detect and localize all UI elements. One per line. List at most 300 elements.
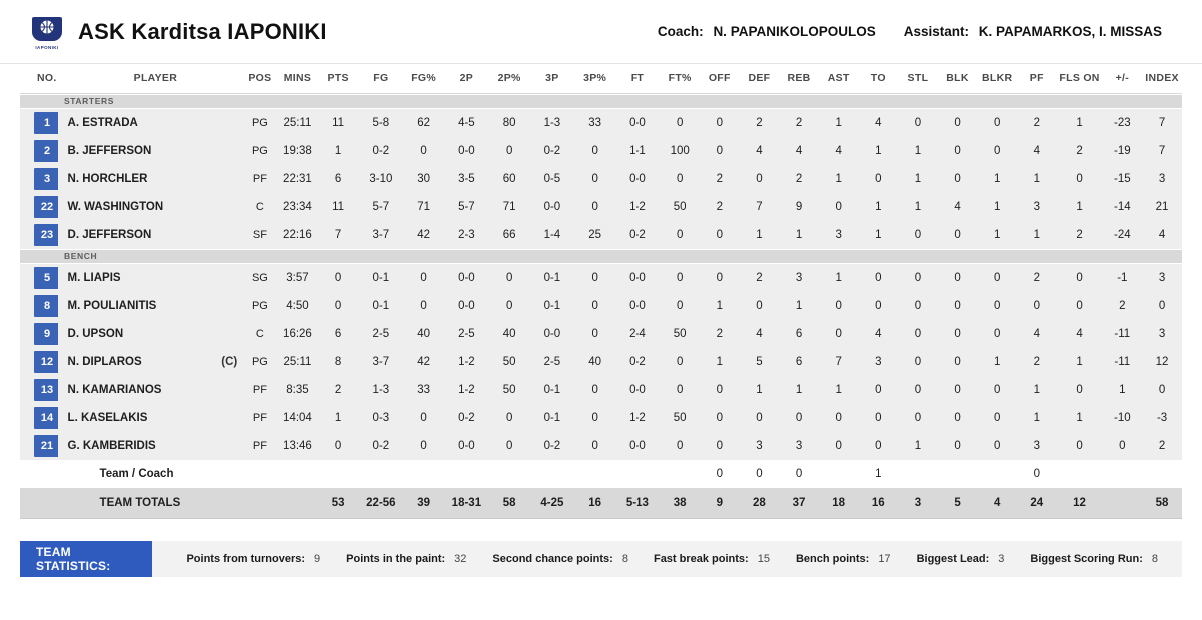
- stat-off: 2: [700, 320, 740, 348]
- stat-ft: 0-0: [614, 432, 660, 460]
- stat-p3p: 0: [575, 137, 615, 165]
- th-2p[interactable]: 2P: [443, 64, 489, 94]
- stat-flson: 1: [1057, 109, 1103, 137]
- section-label: STARTERS: [64, 96, 114, 107]
- stat-ftp: 50: [660, 320, 700, 348]
- player-minutes: 19:38: [277, 137, 319, 165]
- th-ftpct[interactable]: FT%: [660, 64, 700, 94]
- th-plusminus[interactable]: +/-: [1103, 64, 1143, 94]
- team-stat-value: 3: [998, 552, 1005, 565]
- stat-p3: 0-0: [529, 320, 575, 348]
- stat-p2: 0-0: [443, 264, 489, 292]
- team-stat-key: Biggest Lead:: [916, 552, 990, 565]
- th-no[interactable]: NO.: [20, 64, 58, 94]
- stat-off: 0: [700, 432, 740, 460]
- player-minutes: 3:57: [277, 264, 319, 292]
- stat-pm: -11: [1103, 320, 1143, 348]
- player-name[interactable]: W. WASHINGTON: [58, 193, 244, 221]
- page-title: ASK Karditsa IAPONIKI: [78, 18, 327, 44]
- stat-index: 3: [1142, 264, 1182, 292]
- table-row[interactable]: [20, 292, 1182, 320]
- th-fgpct[interactable]: FG%: [404, 64, 444, 94]
- stat-fg: 3-7: [358, 221, 404, 249]
- player-minutes: 22:16: [277, 221, 319, 249]
- stat-to: 0: [858, 376, 898, 404]
- player-name[interactable]: B. JEFFERSON: [58, 137, 244, 165]
- table-row[interactable]: [20, 109, 1182, 137]
- stat-ftp: 0: [660, 165, 700, 193]
- team-coach-pts: [318, 460, 358, 488]
- table-section-row: [20, 249, 1182, 264]
- jersey-number: 2: [20, 137, 58, 165]
- stat-off: 0: [700, 109, 740, 137]
- th-stl[interactable]: STL: [898, 64, 938, 94]
- team-coach-blk: [938, 460, 978, 488]
- stat-reb: 9: [779, 193, 819, 221]
- team-coach-row: [20, 460, 1182, 488]
- table-row[interactable]: [20, 264, 1182, 292]
- player-name[interactable]: D. JEFFERSON: [58, 221, 244, 249]
- stat-ft: 1-2: [614, 193, 660, 221]
- player-minutes: 25:11: [277, 348, 319, 376]
- player-position: PG: [243, 292, 276, 320]
- player-minutes: 25:11: [277, 109, 319, 137]
- stat-stl: 1: [898, 165, 938, 193]
- stat-p3: 1-4: [529, 221, 575, 249]
- stat-fgp: 0: [404, 264, 444, 292]
- th-off[interactable]: OFF: [700, 64, 740, 94]
- team-coach-ftp: [660, 460, 700, 488]
- jersey-number: 12: [20, 348, 58, 376]
- stat-p2: 0-0: [443, 137, 489, 165]
- stat-p2p: 66: [489, 221, 529, 249]
- stat-p2p: 50: [489, 376, 529, 404]
- stat-ftp: 0: [660, 109, 700, 137]
- totals-ast: 18: [819, 488, 859, 518]
- section-bar: [20, 250, 1182, 263]
- totals-pts: 53: [318, 488, 358, 518]
- stat-p2p: 50: [489, 348, 529, 376]
- stat-pm: -10: [1103, 404, 1143, 432]
- th-3p[interactable]: 3P: [529, 64, 575, 94]
- player-name[interactable]: N. KAMARIANOS: [58, 376, 244, 404]
- th-flson[interactable]: FLS ON: [1057, 64, 1103, 94]
- stat-p3: 0-2: [529, 432, 575, 460]
- stat-off: 0: [700, 264, 740, 292]
- totals-index: 58: [1142, 488, 1182, 518]
- totals-def: 28: [740, 488, 780, 518]
- stat-p3p: 0: [575, 320, 615, 348]
- stat-pts: 6: [318, 165, 358, 193]
- stat-pf: 2: [1017, 264, 1057, 292]
- stat-to: 0: [858, 292, 898, 320]
- player-position: C: [243, 193, 276, 221]
- stat-def: 7: [740, 193, 780, 221]
- stat-def: 2: [740, 264, 780, 292]
- section-label: BENCH: [64, 251, 98, 261]
- stat-flson: 2: [1057, 221, 1103, 249]
- team-stat-value: 8: [621, 552, 628, 565]
- team-coach-def: 0: [740, 460, 780, 488]
- stat-index: 12: [1142, 348, 1182, 376]
- stat-pts: 0: [318, 432, 358, 460]
- stat-p2p: 71: [489, 193, 529, 221]
- team-statistics-title: TEAM STATISTICS:: [20, 541, 152, 577]
- totals-blk: 5: [938, 488, 978, 518]
- stat-pts: 0: [318, 292, 358, 320]
- team-stat-value: 17: [878, 552, 891, 565]
- table-row[interactable]: [20, 165, 1182, 193]
- team-stat-item: [346, 553, 466, 565]
- th-ast[interactable]: AST: [819, 64, 859, 94]
- team-stat-value: 9: [314, 552, 321, 565]
- stat-p3: 2-5: [529, 348, 575, 376]
- table-section-row: [20, 94, 1182, 109]
- table-body: [20, 94, 1182, 518]
- stat-p3p: 25: [575, 221, 615, 249]
- stat-off: 2: [700, 193, 740, 221]
- stat-ast: 0: [819, 320, 859, 348]
- stat-pts: 11: [318, 109, 358, 137]
- team-stat-value: 15: [757, 552, 770, 565]
- player-name[interactable]: M. POULIANITIS: [58, 292, 244, 320]
- stat-blkr: 1: [977, 221, 1017, 249]
- stat-reb: 1: [779, 376, 819, 404]
- stat-stl: 0: [898, 109, 938, 137]
- totals-p2: 18-31: [443, 488, 489, 518]
- table-row[interactable]: [20, 432, 1182, 460]
- totals-ft: 5-13: [614, 488, 660, 518]
- stat-ast: 0: [819, 404, 859, 432]
- stat-def: 4: [740, 320, 780, 348]
- team-stat-item: [917, 553, 1005, 565]
- stat-ast: 7: [819, 348, 859, 376]
- stat-flson: 0: [1057, 292, 1103, 320]
- stat-blk: 0: [938, 320, 978, 348]
- stat-p2: 3-5: [443, 165, 489, 193]
- staff-info: [658, 24, 1162, 39]
- stat-fgp: 0: [404, 432, 444, 460]
- player-name[interactable]: N. HORCHLER: [58, 165, 244, 193]
- stat-p3p: 0: [575, 404, 615, 432]
- stat-p3: 0-2: [529, 137, 575, 165]
- stat-index: 0: [1142, 292, 1182, 320]
- stat-pts: 6: [318, 320, 358, 348]
- team-coach-no: [20, 460, 58, 488]
- stat-off: 1: [700, 292, 740, 320]
- stat-def: 0: [740, 404, 780, 432]
- stat-off: 0: [700, 137, 740, 165]
- th-fg[interactable]: FG: [358, 64, 404, 94]
- stat-ast: 3: [819, 221, 859, 249]
- stat-pm: -1: [1103, 264, 1143, 292]
- stat-stl: 1: [898, 432, 938, 460]
- team-coach-p3: [529, 460, 575, 488]
- team-stat-key: Points from turnovers:: [186, 552, 306, 565]
- team-identity: [30, 13, 327, 51]
- stat-pf: 1: [1017, 221, 1057, 249]
- th-blk[interactable]: BLK: [938, 64, 978, 94]
- stat-reb: 3: [779, 432, 819, 460]
- th-def[interactable]: DEF: [740, 64, 780, 94]
- stat-pts: 8: [318, 348, 358, 376]
- boxscore-table: [20, 64, 1182, 518]
- stat-p2p: 0: [489, 432, 529, 460]
- team-statistics-bar: [20, 541, 1182, 577]
- stat-pm: -11: [1103, 348, 1143, 376]
- stat-ft: 0-0: [614, 292, 660, 320]
- stat-fgp: 0: [404, 137, 444, 165]
- stat-fg: 0-2: [358, 137, 404, 165]
- stat-p2: 0-2: [443, 404, 489, 432]
- stat-blkr: 0: [977, 376, 1017, 404]
- stat-off: 0: [700, 404, 740, 432]
- player-name[interactable]: A. ESTRADA: [58, 109, 244, 137]
- stat-flson: 0: [1057, 264, 1103, 292]
- stat-ft: 1-2: [614, 404, 660, 432]
- totals-no: [20, 488, 58, 518]
- player-position: PG: [243, 137, 276, 165]
- stat-blkr: 0: [977, 292, 1017, 320]
- jersey-number: 21: [20, 432, 58, 460]
- stat-p3: 0-1: [529, 264, 575, 292]
- team-logo-icon: [30, 13, 64, 51]
- stat-fgp: 42: [404, 348, 444, 376]
- stat-flson: 1: [1057, 348, 1103, 376]
- stat-to: 4: [858, 109, 898, 137]
- stat-blkr: 1: [977, 165, 1017, 193]
- stat-pf: 2: [1017, 348, 1057, 376]
- team-coach-fgp: [404, 460, 444, 488]
- jersey-number: 8: [20, 292, 58, 320]
- table-header-row: [20, 64, 1182, 94]
- th-3ppct[interactable]: 3P%: [575, 64, 615, 94]
- stat-def: 1: [740, 221, 780, 249]
- table-row[interactable]: [20, 221, 1182, 249]
- stat-pts: 1: [318, 404, 358, 432]
- team-coach-blkr: [977, 460, 1017, 488]
- stat-reb: 3: [779, 264, 819, 292]
- stat-fgp: 30: [404, 165, 444, 193]
- th-pf[interactable]: PF: [1017, 64, 1057, 94]
- stat-ftp: 50: [660, 193, 700, 221]
- team-coach-to: 1: [858, 460, 898, 488]
- stat-fg: 0-3: [358, 404, 404, 432]
- stat-fgp: 40: [404, 320, 444, 348]
- player-name[interactable]: M. LIAPIS: [58, 264, 244, 292]
- th-pos[interactable]: POS: [243, 64, 276, 94]
- stat-ast: 0: [819, 193, 859, 221]
- table-row[interactable]: [20, 320, 1182, 348]
- stat-reb: 6: [779, 348, 819, 376]
- stat-reb: 1: [779, 221, 819, 249]
- stat-ft: 0-2: [614, 221, 660, 249]
- stat-index: 4: [1142, 221, 1182, 249]
- stat-off: 1: [700, 348, 740, 376]
- stat-to: 3: [858, 348, 898, 376]
- stat-def: 3: [740, 432, 780, 460]
- totals-ftp: 38: [660, 488, 700, 518]
- coach-block: [658, 24, 876, 39]
- coach-label: Coach:: [657, 24, 704, 39]
- player-name[interactable]: D. UPSON: [58, 320, 244, 348]
- team-coach-label: Team / Coach: [58, 460, 244, 488]
- stat-p2: 2-3: [443, 221, 489, 249]
- team-stat-key: Bench points:: [795, 552, 870, 565]
- stat-def: 0: [740, 292, 780, 320]
- stat-blkr: 0: [977, 320, 1017, 348]
- stat-ast: 4: [819, 137, 859, 165]
- table-row[interactable]: [20, 348, 1182, 376]
- stat-stl: 0: [898, 404, 938, 432]
- stat-fg: 5-7: [358, 193, 404, 221]
- stat-blk: 0: [938, 109, 978, 137]
- player-minutes: 23:34: [277, 193, 319, 221]
- stat-p3: 0-1: [529, 292, 575, 320]
- th-reb[interactable]: REB: [779, 64, 819, 94]
- player-position: PF: [243, 404, 276, 432]
- stat-index: 21: [1142, 193, 1182, 221]
- boxscore-table-wrap: [0, 64, 1202, 518]
- table-row[interactable]: [20, 193, 1182, 221]
- stat-pf: 1: [1017, 404, 1057, 432]
- totals-reb: 37: [779, 488, 819, 518]
- team-stat-value: 32: [454, 552, 467, 565]
- assistant-name: K. PAPAMARKOS, I. MISSAS: [978, 24, 1162, 39]
- stat-blk: 0: [938, 432, 978, 460]
- th-pts[interactable]: PTS: [318, 64, 358, 94]
- page-header: [0, 0, 1202, 64]
- team-stat-item: [1030, 553, 1158, 565]
- player-minutes: 16:26: [277, 320, 319, 348]
- totals-flson: 12: [1057, 488, 1103, 518]
- stat-fg: 3-7: [358, 348, 404, 376]
- stat-p2p: 0: [489, 292, 529, 320]
- player-name[interactable]: G. KAMBERIDIS: [58, 432, 244, 460]
- stat-flson: 0: [1057, 165, 1103, 193]
- stat-pm: -15: [1103, 165, 1143, 193]
- totals-p3p: 16: [575, 488, 615, 518]
- stat-stl: 0: [898, 348, 938, 376]
- stat-to: 1: [858, 193, 898, 221]
- stat-reb: 2: [779, 109, 819, 137]
- th-ft[interactable]: FT: [614, 64, 660, 94]
- stat-pts: 0: [318, 264, 358, 292]
- table-row[interactable]: [20, 376, 1182, 404]
- stat-p3: 0-1: [529, 404, 575, 432]
- team-coach-flson: [1057, 460, 1103, 488]
- team-stat-value: 8: [1151, 552, 1158, 565]
- stat-p3p: 0: [575, 193, 615, 221]
- team-coach-reb: 0: [779, 460, 819, 488]
- stat-pf: 0: [1017, 292, 1057, 320]
- team-stat-item: [654, 553, 770, 565]
- stat-reb: 6: [779, 320, 819, 348]
- player-position: SG: [243, 264, 276, 292]
- team-coach-p3p: [575, 460, 615, 488]
- stat-blk: 0: [938, 404, 978, 432]
- stat-ast: 1: [819, 376, 859, 404]
- stat-pf: 2: [1017, 109, 1057, 137]
- stat-to: 1: [858, 221, 898, 249]
- table-row[interactable]: [20, 404, 1182, 432]
- th-player[interactable]: PLAYER: [58, 64, 244, 94]
- totals-label: TEAM TOTALS: [58, 488, 244, 518]
- stat-ftp: 0: [660, 292, 700, 320]
- team-coach-fg: [358, 460, 404, 488]
- stat-ftp: 50: [660, 404, 700, 432]
- stat-flson: 0: [1057, 376, 1103, 404]
- stat-ast: 1: [819, 264, 859, 292]
- stat-ast: 1: [819, 109, 859, 137]
- th-index[interactable]: INDEX: [1142, 64, 1182, 94]
- team-coach-stl: [898, 460, 938, 488]
- stat-to: 0: [858, 432, 898, 460]
- stat-reb: 2: [779, 165, 819, 193]
- stat-index: 7: [1142, 137, 1182, 165]
- team-coach-pm: [1103, 460, 1143, 488]
- stat-index: 3: [1142, 320, 1182, 348]
- stat-pm: -14: [1103, 193, 1143, 221]
- stat-stl: 1: [898, 193, 938, 221]
- stat-ftp: 0: [660, 376, 700, 404]
- stat-p2: 2-5: [443, 320, 489, 348]
- stat-pm: 1: [1103, 376, 1143, 404]
- stat-blkr: 1: [977, 193, 1017, 221]
- th-mins[interactable]: MINS: [277, 64, 319, 94]
- player-position: PF: [243, 376, 276, 404]
- team-totals-row: [20, 488, 1182, 518]
- stat-blk: 0: [938, 348, 978, 376]
- stat-p2p: 0: [489, 137, 529, 165]
- stat-pm: -19: [1103, 137, 1143, 165]
- stat-stl: 0: [898, 264, 938, 292]
- stat-blkr: 1: [977, 348, 1017, 376]
- stat-ft: 2-4: [614, 320, 660, 348]
- stat-pts: 2: [318, 376, 358, 404]
- stat-reb: 4: [779, 137, 819, 165]
- player-name[interactable]: L. KASELAKIS: [58, 404, 244, 432]
- stat-fgp: 42: [404, 221, 444, 249]
- stat-p2: 5-7: [443, 193, 489, 221]
- stat-p3p: 0: [575, 165, 615, 193]
- th-to[interactable]: TO: [858, 64, 898, 94]
- stat-index: 7: [1142, 109, 1182, 137]
- stat-blk: 0: [938, 137, 978, 165]
- totals-pos: [243, 488, 276, 518]
- stat-pts: 1: [318, 137, 358, 165]
- player-minutes: 8:35: [277, 376, 319, 404]
- stat-stl: 0: [898, 376, 938, 404]
- stat-to: 0: [858, 404, 898, 432]
- player-minutes: 13:46: [277, 432, 319, 460]
- player-name[interactable]: N. DIPLAROS (C): [58, 348, 244, 376]
- stat-fgp: 0: [404, 292, 444, 320]
- table-row[interactable]: [20, 137, 1182, 165]
- stat-p2: 0-0: [443, 292, 489, 320]
- player-position: PF: [243, 432, 276, 460]
- team-stat-item: [796, 553, 891, 565]
- jersey-number: 23: [20, 221, 58, 249]
- th-2ppct[interactable]: 2P%: [489, 64, 529, 94]
- stat-index: 2: [1142, 432, 1182, 460]
- jersey-number: 13: [20, 376, 58, 404]
- stat-to: 0: [858, 264, 898, 292]
- team-stat-item: [186, 553, 320, 565]
- stat-p2p: 60: [489, 165, 529, 193]
- th-blkr[interactable]: BLKR: [977, 64, 1017, 94]
- stat-blkr: 0: [977, 137, 1017, 165]
